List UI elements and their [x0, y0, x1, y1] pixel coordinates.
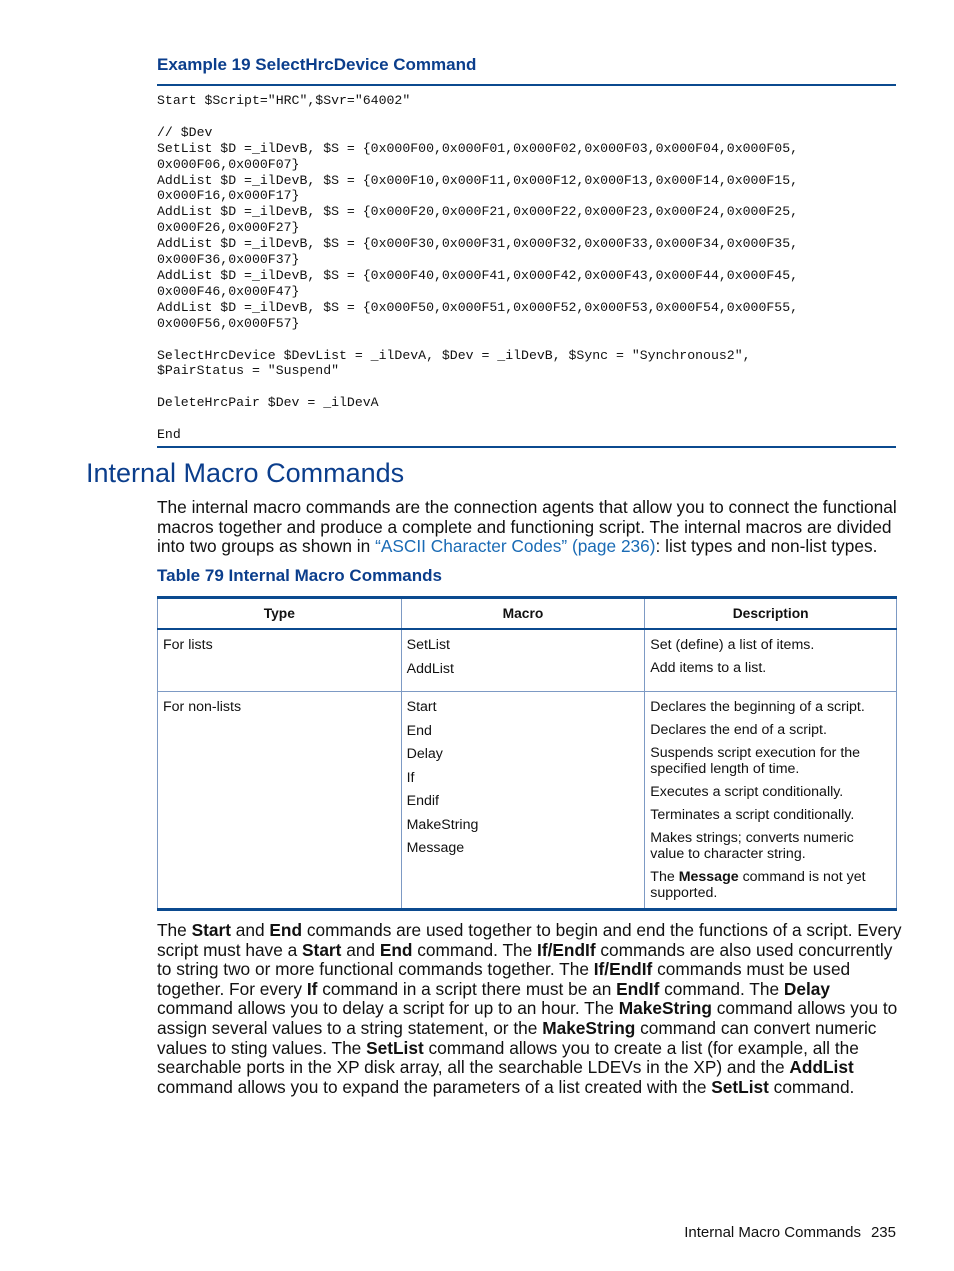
example-bottom-rule	[157, 446, 896, 448]
intro-paragraph	[157, 498, 902, 557]
note-bold: Message	[678, 869, 739, 885]
note-text: command is not yet supported.	[650, 869, 866, 901]
body-text: command allows you to delay a script for up to an hour. The	[157, 998, 619, 1019]
body-text: The	[157, 920, 192, 940]
header-description: Description	[645, 598, 897, 630]
macro-name: Start	[406, 699, 437, 715]
description-text: Declares the end of a script.	[650, 722, 827, 738]
header-macro: Macro	[401, 598, 645, 630]
description-text: Set (define) a list of items.	[650, 637, 815, 653]
command-keyword: Delay	[783, 978, 830, 999]
example-top-rule	[157, 84, 896, 86]
command-keyword: SetList	[366, 1037, 424, 1058]
description-text: Add items to a list.	[650, 660, 767, 676]
code-block: Start $Script="HRC",$Svr="64002" // $Dev SetList $D =_ilDevB, $S = {0x000F00,0x000F01,0x000F02,0x000F03,0x000F04,0x000F05, 0x000F06,0x000F07} AddList $D =_ilDevB, $S = {0x000F10,0x000F11,0x000F12,0x000F13,0x000F14,0x000F15, 0x000F16,0x000F17} AddList $D =_ilDevB, $S = {0x000F20,0x000F21,0x000F22,0x000F23,0x000F24,0x000F25, 0x000F26,0x000F27} AddList $D =_ilDevB, $S = {0x000F30,0x000F31,0x000F32,0x000F33,0x000F34,0x000F35, 0x000F36,0x000F37} AddList $D =_ilDevB, $S = {0x000F40,0x000F41,0x000F42,0x000F43,0x000F44,0x000F45, 0x000F46,0x000F47} AddList $D =_ilDevB, $S = {0x000F50,0x000F51,0x000F52,0x000F53,0x000F54,0x000F55, 0x000F56,0x000F57} SelectHrcDevice $DevList = _ilDevA, $Dev = _ilDevB, $Sync = "Synchronous2", $PairStatus = "Suspend" DeleteHrcPair $Dev = _ilDevA End	[157, 93, 799, 443]
message-note	[650, 869, 891, 901]
body-text: and	[341, 939, 380, 960]
macro-name: Delay	[406, 746, 443, 762]
body-text: command allows you to expand the parameters of a list created with the	[157, 1076, 712, 1097]
intro-text: The internal macro commands are the connection agents that allow you to connect the functional macros together and produce a complete and functioning script. The internal macros are divided into two groups as shown in	[157, 497, 897, 557]
table-header-row	[158, 598, 897, 630]
type-cell	[158, 692, 402, 910]
body-text: and	[230, 920, 270, 940]
intro-text-end: : list types and non-list types.	[655, 536, 878, 557]
command-keyword: If/EndIf	[593, 959, 653, 980]
macro-name: AddList	[406, 660, 454, 677]
macro-name: SetList	[406, 637, 450, 653]
command-keyword: SetList	[711, 1076, 769, 1097]
type-label: For non-lists	[163, 699, 242, 715]
command-keyword: AddList	[789, 1057, 854, 1078]
command-keyword: Start	[302, 939, 342, 960]
body-text: command. The	[412, 939, 538, 960]
macro-name: Endif	[406, 793, 439, 809]
body-text: commands are also used concurrently to string two or more functional commands together. The	[157, 939, 893, 980]
section-heading: Internal Macro Commands	[86, 458, 405, 488]
body-text: command.	[768, 1076, 855, 1097]
page-footer	[674, 1224, 896, 1241]
body-text: command in a script there must be an	[317, 978, 617, 999]
body-text: commands are used together to begin and end the functions of a script. Every script must have a	[157, 920, 902, 960]
description-text: Makes strings; converts numeric value to character string.	[650, 830, 854, 862]
note-text: The	[650, 869, 679, 885]
body-text: command can convert numeric values to sting values. The	[157, 1017, 877, 1058]
command-keyword: If	[306, 978, 318, 999]
description-cell	[645, 692, 897, 910]
description-cell	[645, 629, 897, 692]
table-row	[158, 692, 897, 910]
command-keyword: End	[379, 939, 413, 960]
table-title: Table 79 Internal Macro Commands	[157, 566, 442, 585]
macro-name: If	[406, 769, 415, 786]
macro-name: Message	[406, 840, 465, 856]
ascii-codes-link[interactable]: “ASCII Character Codes” (page 236)	[375, 536, 656, 557]
body-text: command allows you to create a list (for example, all the searchable ports in the XP disk array, all the searchable LDEVs in the XP) and the	[157, 1037, 859, 1078]
command-keyword: Start	[191, 920, 231, 940]
page-number: 235	[870, 1224, 896, 1241]
body-text: command allows you to assign several values to a string statement, or the	[157, 998, 898, 1038]
description-text: Suspends script execution for the specified length of time.	[650, 745, 861, 777]
command-keyword: If/EndIf	[537, 939, 596, 960]
command-keyword: MakeString	[618, 998, 712, 1019]
description-text: Declares the beginning of a script.	[650, 699, 865, 715]
type-cell	[158, 629, 402, 692]
command-keyword: MakeString	[542, 1017, 636, 1038]
type-label: For lists	[163, 637, 213, 653]
macro-cell	[401, 692, 645, 910]
footer-section: Internal Macro Commands	[684, 1224, 861, 1241]
table-row	[158, 629, 897, 692]
command-keyword: EndIf	[616, 978, 660, 999]
macro-name: MakeString	[406, 816, 479, 833]
macro-name: End	[406, 722, 432, 739]
macro-cell	[401, 629, 645, 692]
header-type: Type	[158, 598, 402, 630]
body-paragraph	[157, 921, 902, 1097]
example-title: Example 19 SelectHrcDevice Command	[157, 55, 477, 74]
macro-table	[157, 596, 897, 911]
command-keyword: End	[269, 920, 303, 940]
body-text: command. The	[659, 978, 784, 999]
description-text: Terminates a script conditionally.	[650, 807, 855, 823]
description-text: Executes a script conditionally.	[650, 784, 844, 800]
body-text: commands must be used together. For every	[157, 959, 851, 999]
